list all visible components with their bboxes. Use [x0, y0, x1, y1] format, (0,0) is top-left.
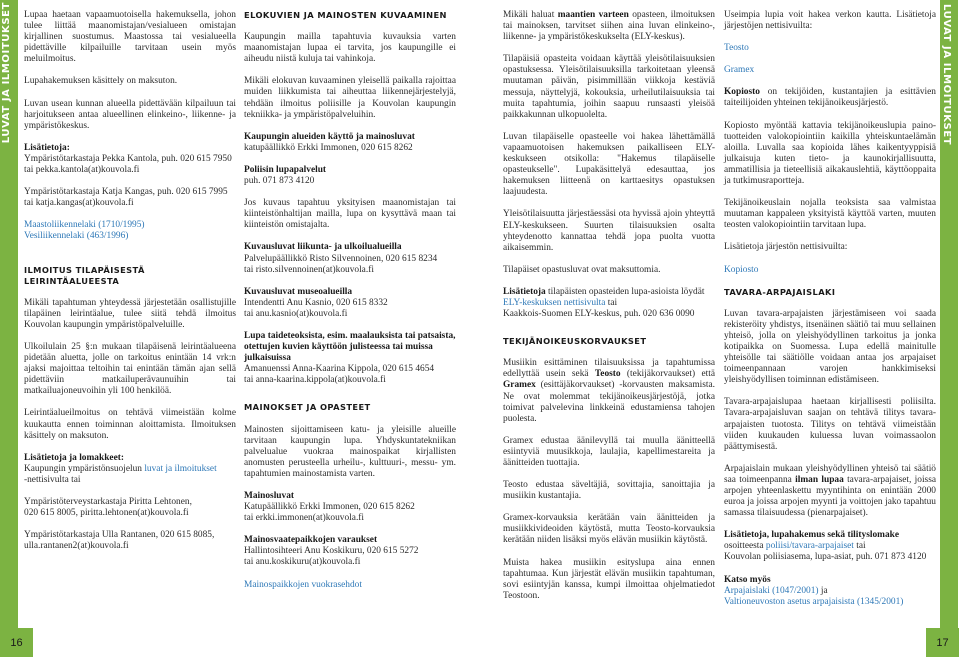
- sub-heading: Kuvausluvat museoalueilla: [244, 286, 353, 297]
- sub-heading: Poliisin lupapalvelut: [244, 164, 327, 175]
- paragraph: -nettisivulta tai: [24, 474, 81, 485]
- kopiosto-link[interactable]: Kopiosto: [724, 264, 759, 275]
- sub-heading: Lupa taideteoksista, esim. maalauksista tai patsaista, otettujen kuvien käyttöön julisteessa tai muissa julkaisuissa: [244, 330, 456, 364]
- paragraph: Lupaa haetaan vapaamuotoisella hakemuksella, johon tulee liittää maanomistajan/vesialueen omistajan kirjallinen suostumus. Maastossa tai vesialueella pidettäville kilpailuille tarvitaan usein myös meluilmoitus.: [24, 10, 236, 65]
- teosto-link[interactable]: Teosto: [724, 43, 749, 54]
- paragraph: Gramex-korvauksia kerätään vain äänitteiden ja musiikkivideoiden käytöstä, mutta Teosto-korvauksia kerätään niiden lisäksi myös elävän musiikin käytöstä.: [503, 513, 715, 546]
- paragraph: Arpajaislain mukaan yleishyödyllinen yhteisö tai säätiö saa toimeenpanna ilman lupaa tavara-arpajaiset, joissa arpojen yhteenlaskettu myyntihinta on enintään 2000 euroa ja joissa arpojen myynti ja voittojen jako tapahtuu samassa tilaisuudessa (pienarpajaiset).: [724, 463, 937, 519]
- right-tab-label: LUVAT JA ILMOITUKSET: [941, 4, 952, 146]
- contact-line: katupäällikkö Erkki Immonen, 020 615 8262: [244, 142, 413, 153]
- paragraph: Kaupungin mailla tapahtuvia kuvauksia varten maanomistajan lupaa ei tarvita, jos kaupungille ei aiheudu niistä kuluja tai vahinkoja.: [244, 32, 456, 65]
- paragraph: Lisätietoja järjestön nettisivuilta:: [724, 242, 848, 253]
- paragraph: Gramex edustaa äänilevyllä tai muulla äänitteellä esiintyviä muusikkoja, laulajia, kapellimestareita ja äänitteiden tuottajia.: [503, 435, 715, 468]
- right-side-tab: [940, 0, 958, 628]
- page-number-left: 16: [0, 628, 33, 657]
- left-tab-label: LUVAT JA ILMOITUKSET: [1, 2, 12, 144]
- sub-heading: Mainosluvat: [244, 491, 295, 501]
- sub-heading: Kaupungin alueiden käyttö ja mainosluvat: [244, 131, 415, 142]
- contact-line: Ympäristötarkastaja Katja Kangas, puh. 020 615 7995: [24, 187, 228, 198]
- contact-line: tai risto.silvennoinen(at)kouvola.fi: [244, 264, 374, 275]
- paragraph: Mikäli haluat maantien varteen opasteen, ilmoituksen tai mainoksen, tarvitset siihen aina luvan elinkeino-, liikenne- ja ympäristökeskukselta (ELY-keskus).: [503, 10, 715, 43]
- law-link[interactable]: Vesiliikennelaki (463/1996): [24, 231, 129, 242]
- paragraph: Tilapäisiä opasteita voidaan käyttää yleisötilaisuuksien opastuksessa. Yleisötilaisuuksilla tarkoitetaan yleensä muutaman päivän, pisimmillään viikkoja kestäviä messuja, näyttelyjä, kokouksia, urheilutilaisuuksia tai muita tapahtumia, joihin saapuu runsaasti yleisöä paikkakunnan ulkopuolelta.: [503, 54, 715, 120]
- section-heading: ILMOITUS TILAPÄISESTÄ LEIRINTÄALUEESTA: [24, 264, 145, 286]
- page-number-right: 17: [926, 628, 959, 657]
- paragraph: Jos kuvaus tapahtuu yksityisen maanomistajan tai kiinteistönhaltijan mailla, lupa on kysyttävä maan tai kiinteistön omistajalta.: [244, 198, 456, 231]
- paragraph: Musiikin esittäminen tilaisuuksissa ja tapahtumissa edellyttää usein sekä Teosto (tekijäkorvaukset) että Gramex (esittäjäkorvaukset) -korvausten maksamista. Ne ovat molemmat tekijänoikeusjärjestöjä, jotka toimivat palvelevina linkkeinä edustamiensa tahojen puolesta.: [503, 358, 715, 424]
- contact-line: Amanuenssi Anna-Kaarina Kippola, 020 615 4654: [244, 364, 435, 375]
- info-heading: Lisätietoja:: [24, 142, 70, 153]
- paragraph: Tekijänoikeuslain nojalla teoksista saa valmistaa muutaman kappaleen yksityistä käyttöä varten, muuten teosten valokopiointiin tarvitaan lupa.: [724, 198, 936, 231]
- paragraph: Ulkoilulain 25 §:n mukaan tilapäisenä leirintäalueena pidetään aluetta, jolle on tarkoitus enintään 14 vrk:n ajaksi majoittaa teltoihin tai enintään tämän ajan sellä pidettäviin matkailuperävaunuihin tai matkailuajoneuvoihin yli 100 henkilöä.: [24, 341, 236, 397]
- paragraph: Mikäli tapahtuman yhteydessä järjestetään osallistujille tilapäinen leirintäalue, tulee siitä tehdä ilmoitus Kouvolan kaupungin ympäristöpalveluille.: [24, 297, 236, 330]
- contact-line: Ympäristötarkastaja Pekka Kantola, puh. 020 615 7950: [24, 153, 232, 164]
- contact-line: tai erkki.immonen(at)kouvola.fi: [244, 513, 365, 524]
- contact-line: Kaakkois-Suomen ELY-keskus, puh. 020 636 0090: [503, 309, 695, 320]
- paragraph: Kopiosto on tekijöiden, kustantajien ja esittävien taiteilijoiden yhteinen tekijänoikeusjärjestö.: [724, 87, 936, 109]
- paragraph: Useimpia lupia voit hakea verkon kautta. Lisätietoja järjestöjen nettisivuilta:: [724, 10, 936, 32]
- contact-line: ulla.rantanen2(at)kouvola.fi: [24, 541, 129, 552]
- paragraph: Lupahakemuksen käsittely on maksuton.: [24, 76, 178, 87]
- paragraph: Lisätietoja tilapäisten opasteiden lupa-asioista löydät: [503, 286, 705, 297]
- contact-line: Intendentti Anu Kasnio, 020 615 8332: [244, 297, 388, 308]
- section-heading: ELOKUVIEN JA MAINOSTEN KUVAAMINEN: [244, 10, 447, 20]
- paragraph: Tavara-arpajaislupaa haetaan kirjallisesti poliisilta. Tavara-arpajaisluvan saajan on tehtävä tilitys tavara-arpajaisten tuotosta. Tilitys on tehtävä viimeistään viiden kuukauden kuluessa luvan voimassaolon päättymisestä.: [724, 397, 936, 452]
- contact-line: Ympäristötarkastaja Ulla Rantanen, 020 615 8085,: [24, 530, 215, 541]
- contact-line: tai anu.koskikuru(at)kouvola.fi: [244, 557, 361, 568]
- police-lottery-link[interactable]: poliisi/tavara-arpajaiset: [765, 541, 854, 552]
- paragraph: Yleisötilaisuutta järjestäessäsi ota hyvissä ajoin yhteyttä ELY-keskukseen. Suurten tilaisuuksien osalta yhteydenotto kannattaa tehdä jopa puolta vuotta aikaisemmin.: [503, 209, 715, 253]
- contact-line: puh. 071 873 4120: [244, 176, 315, 187]
- paragraph: osoitteesta poliisi/tavara-arpajaiset tai: [724, 541, 866, 552]
- column-3: [503, 10, 715, 613]
- paragraph: Luvan tavara-arpajaisten järjestämiseen voi saada rekisteröity yhdistys, itsenäinen säätiö tai muu sellainen yhteisö, jolla on yleishyödyllinen tarkoitus ja jonka kotipaikka on Suomessa. Lupa edellä mainitulle yhteisölle tai säätiölle voidaan antaa jos arpajaiset toimeenpannaan varojen hankkimiseksi yleishyödyllisen toiminnan edistämiseen.: [724, 308, 936, 386]
- ely-link[interactable]: ELY-keskuksen nettisivulta: [503, 297, 606, 308]
- contact-line: tai anna-kaarina.kippola(at)kouvola.fi: [244, 375, 386, 386]
- contact-line: 020 615 8005, piritta.lehtonen(at)kouvola.fi: [24, 508, 189, 519]
- paragraph: Teosto edustaa säveltäjiä, sovittajia, sanoittajia ja musiikin kustantajia.: [503, 480, 715, 502]
- section-heading: TAVARA-ARPAJAISLAKI: [724, 286, 836, 297]
- paragraph: Leirintäalueilmoitus on tehtävä viimeistään kolme kuukautta ennen toiminnan aloittamista. Ilmoituksen käsittely on maksuton.: [24, 408, 236, 441]
- paragraph: Arpajaislaki (1047/2001) ja: [724, 585, 828, 596]
- paragraph: Kaupungin ympäristönsuojelun luvat ja ilmoitukset: [24, 463, 217, 474]
- contact-line: Kouvolan poliisiasema, lupa-asiat, puh. 071 873 4120: [724, 552, 927, 563]
- info-heading: Lisätietoja ja lomakkeet:: [24, 452, 124, 463]
- ad-rental-terms-link[interactable]: Mainospaikkojen vuokrasehdot: [244, 579, 362, 590]
- paragraph: Muista hakea musiikin esityslupa aina ennen tapahtumaa. Kun järjestät elävän musiikin tapahtuman, sovi esiintyjän kanssa, kumpi ilmoittaa ohjelmatiedot Teostoon.: [503, 557, 715, 601]
- contact-line: tai anu.kasnio(at)kouvola.fi: [244, 308, 348, 319]
- column-4: [724, 10, 936, 619]
- column-2: [244, 10, 456, 602]
- sub-heading: Kuvausluvat liikunta- ja ulkoilualueilla: [244, 242, 402, 253]
- permits-link[interactable]: luvat ja ilmoitukset: [144, 463, 217, 474]
- paragraph: Kopiosto myöntää kattavia tekijänoikeuslupia paino-tuotteiden valokopiointiin kaikilla yhteiskuntaelämän aloilla. Luvalla saa kopioida lähes kaikentyyppisiä julkaisuja kuten tieto- ja kaunokirjallisuutta, ammatillisia ja tieteellisiä aikakauslehtiä, käyttöoppaita ja tutkimusraportteja.: [724, 120, 936, 187]
- section-heading: TEKIJÄNOIKEUSKORVAUKSET: [503, 336, 647, 347]
- contact-line: Ympäristöterveystarkastaja Piritta Lehtonen,: [24, 497, 192, 507]
- paragraph: ELY-keskuksen nettisivulta tai: [503, 297, 618, 308]
- paragraph: Luvan tilapäiselle opasteelle voi hakea lähettämällä vapaamuotoisen hakemuksen paikalliseen ELY-keskukseen otsikolla: "Hakemus tilapäiselle opasteukselle". Lupakäsittelyä edesauttaa, jos hakemuksen liitteenä on karttaesitys opastuksen laajuudesta.: [503, 131, 715, 198]
- lottery-act-link[interactable]: Arpajaislaki (1047/2001): [724, 585, 819, 596]
- gramex-link[interactable]: Gramex: [724, 65, 755, 76]
- left-side-tab: [0, 0, 18, 628]
- sub-heading: Lisätietoja, lupahakemus sekä tilityslomake: [724, 530, 900, 541]
- contact-line: Hallintosihteeri Anu Koskikuru, 020 615 5272: [244, 546, 419, 557]
- contact-line: tai katja.kangas(at)kouvola.fi: [24, 198, 134, 209]
- contact-line: Palvelupäällikkö Risto Silvennoinen, 020 615 8234: [244, 253, 438, 264]
- sub-heading: Mainosvaatepaikkojen varaukset: [244, 535, 378, 546]
- sub-heading: Katso myös: [724, 574, 771, 585]
- paragraph: Mainosten sijoittamiseen katu- ja yleisille alueille tarvitaan kaupungin lupa. Yhdyskuntatekniikan palvelualue vuokraa mainospaikat kirjallisten anomusten perusteella urheilu-, kulttuuri-, messu- ym. tapahtumien mainostamista varten.: [244, 424, 456, 479]
- contact-line: Katupäällikkö Erkki Immonen, 020 615 8262: [244, 502, 415, 513]
- section-heading: MAINOKSET JA OPASTEET: [244, 402, 371, 413]
- column-1: [24, 10, 236, 563]
- contact-line: tai pekka.kantola(at)kouvola.fi: [24, 165, 140, 176]
- law-link[interactable]: Maastoliikennelaki (1710/1995): [24, 220, 145, 231]
- lottery-decree-link[interactable]: Valtioneuvoston asetus arpajaisista (1345/2001): [724, 596, 904, 607]
- paragraph: Mikäli elokuvan kuvaaminen yleisellä paikalla rajoittaa muiden liikkumista tai aiheuttaa liikennejärjestelyjä, tehdään ilmoitus poliisille ja Kouvolan kaupungin tekniikka- ja ympäristöpalveluihin.: [244, 76, 456, 120]
- paragraph: Tilapäiset opastusluvat ovat maksuttomia.: [503, 264, 661, 275]
- paragraph: Luvan usean kunnan alueella pidettävään kilpailuun tai harjoitukseen antaa alueellinen elinkeino-, liikenne- ja ympäristökeskus.: [24, 98, 236, 131]
